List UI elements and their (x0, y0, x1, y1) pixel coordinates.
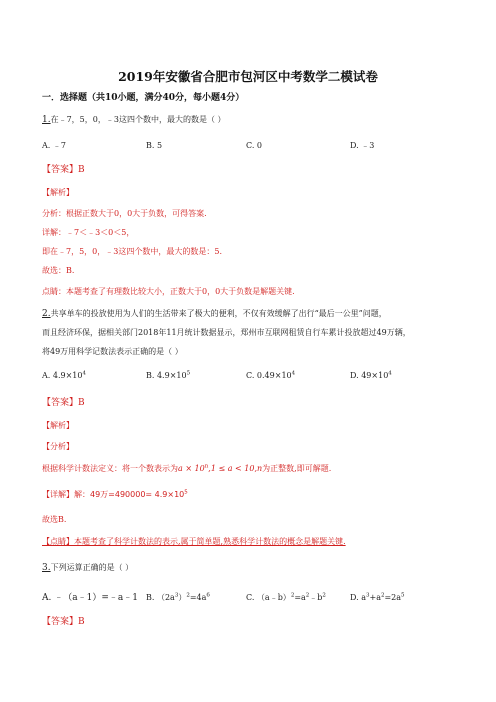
question-2-text-1: 共享单车的投放使用为人们的生活带来了极大的便利，不仅有效缓解了出行“最后一公里”问题， (50, 309, 387, 318)
q1-analysis: 分析：根据正数大于0，0大于负数，可得答案. (42, 209, 207, 218)
q2-option-b: B. $4.9\times 10^5$ (146, 370, 191, 380)
q1-answer: 【答案】B (42, 165, 85, 175)
q2-analysis: 根据科学计数法定义：将一个数表示为$a \times 10^n,1 \le a < 10,n$为正整数,即可解题. (42, 463, 332, 473)
q2-detail: 【详解】解：49万$=490000= 4.9\times 10^5$ (42, 489, 188, 499)
q3-option-d: D. $a^3+a^2=2a^5$ (350, 592, 405, 602)
q2-option-a: A. $4.9\times 10^4$ (42, 370, 86, 380)
q2-analysis-heading: 【解析】 (42, 421, 74, 430)
q1-analysis-heading: 【解析】 (42, 188, 74, 197)
page-title: 2019年安徽省合肥市包河区中考数学二模试卷 (118, 69, 378, 84)
q2-choose: 故选B. (42, 515, 67, 524)
q2-answer: 【答案】B (42, 398, 85, 408)
q1-detail-2: 即在﹣7，5，0，﹣3这四个数中，最大的数是：5. (42, 247, 222, 256)
q3-option-b: B. $(2a^3)^2=4a^6$ (146, 592, 210, 602)
question-2-stem-line-2: 而且经济环保，据相关部门2018年11月统计数据显示，郑州市互联网租赁自行车累计投放超过49万辆， (42, 328, 411, 337)
q1-option-c: C. 0 (246, 141, 263, 150)
q2-comment: 【点睛】本题考查了科学计数法的表示,属于简单题,熟悉科学计数法的概念是解题关键. (42, 537, 346, 546)
q3-option-a: A. ﹣（a﹣1）=﹣a﹣1 (42, 593, 138, 603)
question-2-stem-line-3: 将49万用科学记数法表示正确的是（ ） (42, 347, 183, 356)
question-3-number: 3. (42, 563, 51, 573)
q2-detail-value: 49万=490000= 4.9×10 (90, 490, 185, 499)
q2-formula-range: ,1 ≤ a < 10,n (208, 464, 263, 473)
q1-choose: 故选：B. (42, 266, 75, 275)
q1-comment: 点睛：本题考查了有理数比较大小，正数大于0，0大于负数是解题关键. (42, 287, 295, 296)
q1-option-b: B. 5 (146, 141, 163, 150)
question-2-stem-line-1 (42, 308, 387, 320)
question-3-stem (42, 562, 133, 574)
q3-option-c: C. $(a﹣b)^2=a^2﹣b^2$ (246, 592, 326, 602)
q1-detail: 详解：﹣7＜﹣3＜0＜5， (42, 228, 135, 237)
q2-option-c: C. $0.49\times 10^4$ (246, 370, 296, 380)
question-1-text: 在﹣7，5，0，﹣3这四个数中，最大的数是（ ） (50, 115, 226, 124)
question-2-number: 2. (42, 309, 51, 319)
q2-analysis-heading-2: 【分析】 (42, 442, 74, 451)
q2-formula: a × 10 (178, 464, 205, 473)
question-1-stem (42, 114, 226, 126)
q2-option-d: D. $49\times 10^4$ (350, 370, 392, 380)
question-1-number: 1. (42, 115, 51, 125)
q1-option-a: A. ﹣7 (42, 141, 66, 150)
question-3-text: 下列运算正确的是（ ） (50, 563, 134, 572)
q1-option-d: D. ﹣3 (350, 141, 375, 150)
section-heading: 一．选择题（共10小题，满分40分，每小题4分） (42, 93, 245, 103)
q3-answer: 【答案】B (42, 617, 85, 627)
